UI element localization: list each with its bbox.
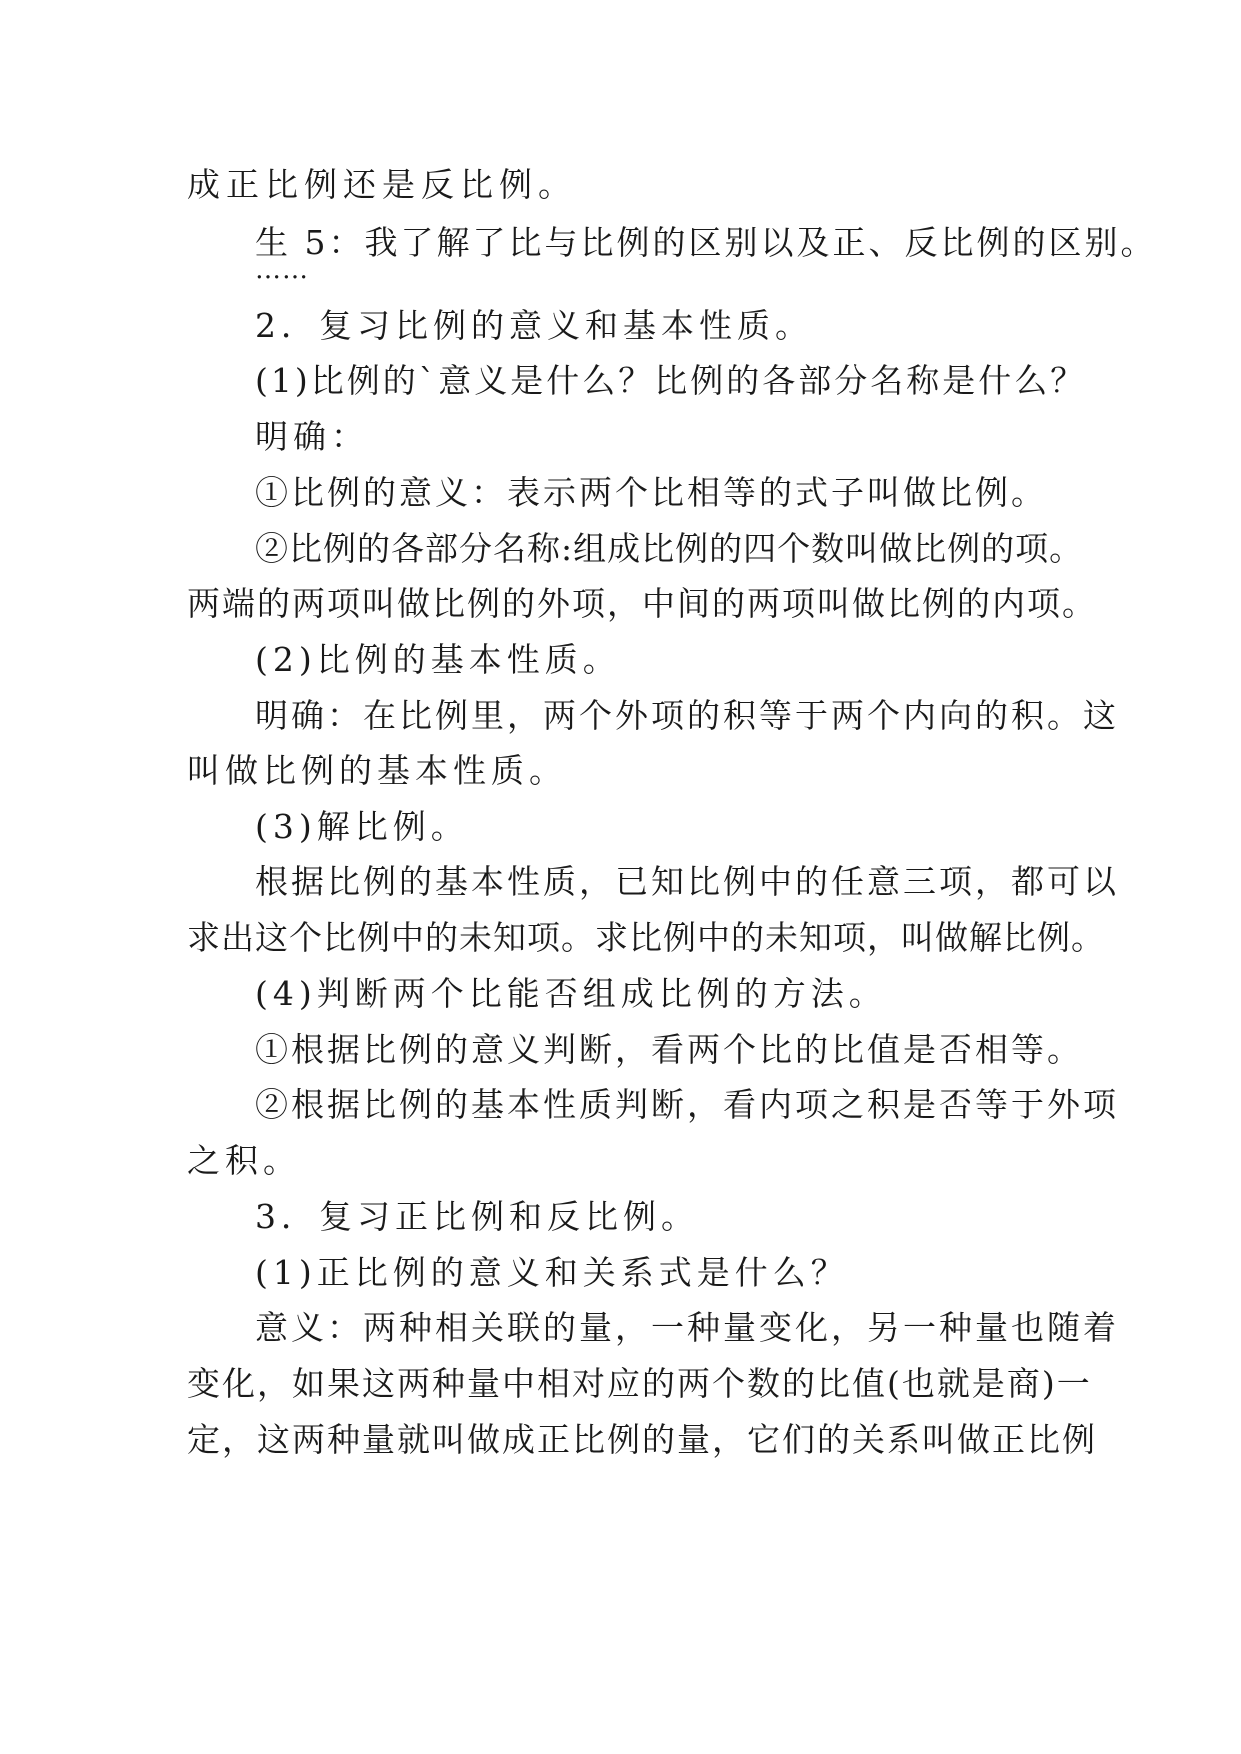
text-line: ②比例的各部分名称:组成比例的四个数叫做比例的项。 xyxy=(255,529,1084,568)
text-line: (4)判断两个比能否组成比例的方法。 xyxy=(255,974,887,1013)
text-line: (1)正比例的意义和关系式是什么？ xyxy=(255,1253,849,1292)
text-line: 意义：两种相关联的量，一种量变化，另一种量也随着 xyxy=(255,1308,1119,1347)
text-line: ②根据比例的基本性质判断，看内项之积是否等于外项 xyxy=(255,1085,1119,1124)
text-line: 生 5：我了解了比与比例的区别以及正、反比例的区别。 xyxy=(255,223,1157,262)
text-line: 叫做比例的基本性质。 xyxy=(187,751,567,790)
text-line: 变化，如果这两种量中相对应的两个数的比值(也就是商)一 xyxy=(187,1364,1092,1403)
text-line: 2．复习比例的意义和基本性质。 xyxy=(255,306,813,345)
text-line: ①根据比例的意义判断，看两个比的比值是否相等。 xyxy=(255,1030,1083,1069)
text-line: 明确： xyxy=(255,417,369,456)
text-line: …… xyxy=(255,255,309,285)
text-line: 根据比例的基本性质，已知比例中的任意三项，都可以 xyxy=(255,862,1119,901)
text-line: 成正比例还是反比例。 xyxy=(187,165,577,204)
text-line: (3)解比例。 xyxy=(255,807,469,846)
text-line: 求出这个比例中的未知项。求比例中的未知项，叫做解比例。 xyxy=(187,918,1105,957)
text-line: 定，这两种量就叫做成正比例的量，它们的关系叫做正比例 xyxy=(187,1420,1097,1459)
text-line: 明确：在比例里，两个外项的积等于两个内向的积。这 xyxy=(255,696,1119,735)
text-line: 之积。 xyxy=(187,1141,301,1180)
text-line: (2)比例的基本性质。 xyxy=(255,640,621,679)
text-line: 3．复习正比例和反比例。 xyxy=(255,1197,699,1236)
text-line: 两端的两项叫做比例的外项，中间的两项叫做比例的内项。 xyxy=(187,584,1097,623)
text-line: ①比例的意义：表示两个比相等的式子叫做比例。 xyxy=(255,473,1047,512)
text-line: (1)比例的`意义是什么？比例的各部分名称是什么？ xyxy=(255,361,1087,400)
